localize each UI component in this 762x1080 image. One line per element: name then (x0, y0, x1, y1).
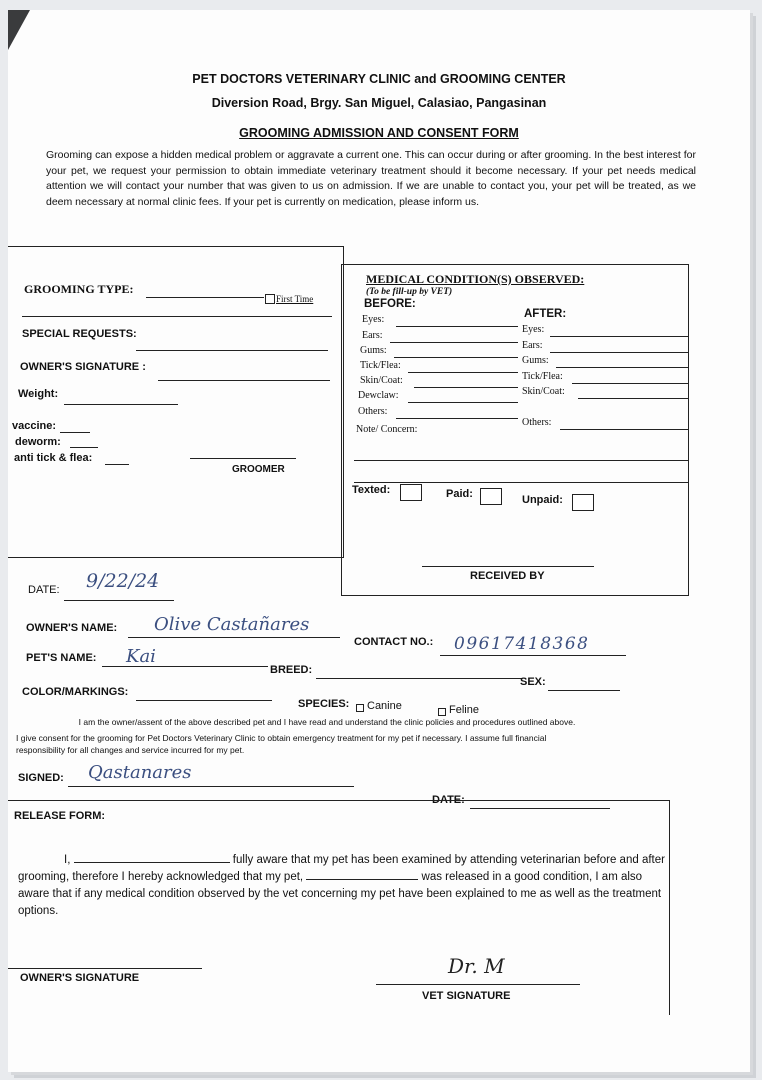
vaccine-field[interactable] (60, 432, 90, 433)
before-item: Others: (358, 406, 388, 417)
grooming-type-label: GROOMING TYPE: (24, 282, 134, 296)
weight-label: Weight: (18, 388, 59, 400)
after-item: Ears: (522, 340, 543, 351)
canine-label: Canine (367, 700, 402, 712)
signed-label: SIGNED: (18, 772, 64, 784)
medical-title: MEDICAL CONDITION(S) OBSERVED: (366, 272, 585, 286)
sex-label: SEX: (520, 676, 546, 688)
special-requests-label: SPECIAL REQUESTS: (22, 328, 137, 340)
pet-name-value: Kai (126, 646, 156, 667)
paid-checkbox[interactable] (480, 488, 502, 505)
contact-no-field[interactable] (440, 655, 626, 656)
after-field[interactable] (578, 398, 688, 399)
contact-no-value: 09617418368 (454, 634, 590, 654)
release-name-field[interactable] (74, 852, 230, 863)
after-item: Gums: (522, 355, 549, 366)
after-item: Eyes: (522, 324, 545, 335)
before-field[interactable] (408, 372, 518, 373)
grooming-type-line2[interactable] (22, 316, 332, 317)
after-field[interactable] (572, 383, 688, 384)
color-markings-field[interactable] (136, 700, 272, 701)
before-field[interactable] (408, 402, 518, 403)
release-i: I, (64, 854, 71, 866)
before-item: Dewclaw: (358, 390, 399, 401)
first-time-checkbox[interactable] (265, 294, 275, 304)
unpaid-label: Unpaid: (522, 494, 563, 506)
before-item: Tick/Flea: (360, 360, 401, 371)
before-field[interactable] (394, 357, 518, 358)
after-item: Others: (522, 417, 552, 428)
contact-no-label: CONTACT NO.: (354, 636, 434, 648)
deworm-field[interactable] (70, 447, 98, 448)
consent-date-label: DATE: (432, 794, 465, 806)
date-value: 9/22/24 (86, 570, 160, 592)
pet-name-label: PET'S NAME: (26, 652, 97, 664)
note-line-2[interactable] (354, 482, 688, 483)
canine-checkbox[interactable] (356, 704, 364, 712)
clinic-name: PET DOCTORS VETERINARY CLINIC and GROOMING CENTER (192, 72, 566, 86)
feline-label: Feline (449, 704, 479, 716)
after-field[interactable] (550, 336, 688, 337)
release-text (18, 852, 670, 920)
before-item: Skin/Coat: (360, 375, 403, 386)
special-requests-field[interactable] (136, 350, 328, 351)
folded-corner (8, 10, 30, 50)
date-field[interactable] (64, 600, 174, 601)
texted-label: Texted: (352, 484, 391, 496)
release-title: RELEASE FORM: (14, 810, 106, 822)
species-label: SPECIES: (298, 698, 350, 710)
medical-subtitle: (To be fill-up by VET) (366, 287, 453, 297)
before-item: Gums: (360, 345, 387, 356)
consent-form-page (8, 10, 750, 1072)
before-item: Ears: (362, 330, 383, 341)
before-field[interactable] (396, 326, 518, 327)
received-by-label: RECEIVED BY (470, 570, 545, 582)
signed-field[interactable] (68, 786, 354, 787)
before-field[interactable] (396, 418, 518, 419)
breed-field[interactable] (316, 678, 522, 679)
release-owner-signature-label: OWNER'S SIGNATURE (20, 972, 140, 984)
before-item: Eyes: (362, 314, 385, 325)
unpaid-checkbox[interactable] (572, 494, 594, 511)
owners-signature-label: OWNER'S SIGNATURE : (20, 361, 146, 373)
after-heading: AFTER: (524, 308, 567, 320)
breed-label: BREED: (270, 664, 313, 676)
deworm-label: deworm: (15, 436, 61, 448)
after-field[interactable] (550, 352, 688, 353)
texted-checkbox[interactable] (400, 484, 422, 501)
clinic-address: Diversion Road, Brgy. San Miguel, Calasiao, Pangasinan (211, 96, 547, 110)
color-markings-label: COLOR/MARKINGS: (22, 686, 129, 698)
owner-name-field[interactable] (128, 637, 340, 638)
vaccine-label: vaccine: (12, 420, 57, 432)
consent-line-1: I am the owner/assent of the above described pet and I have read and understand the clinic policies and procedures outlined above. (78, 717, 576, 727)
release-text-1: fully aware that my pet has been examined by attending veterinarian before and after grooming, therefore I hereby acknowledged that my pet, (18, 854, 665, 883)
release-pet-field[interactable] (306, 869, 418, 880)
before-field[interactable] (390, 342, 518, 343)
grooming-type-field[interactable] (146, 297, 264, 298)
after-field[interactable] (556, 367, 688, 368)
weight-field[interactable] (64, 404, 178, 405)
anti-tick-flea-label: anti tick & flea: (14, 452, 93, 464)
owners-signature-field[interactable] (158, 380, 330, 381)
after-field[interactable] (560, 429, 688, 430)
vet-signature-label: VET SIGNATURE (422, 990, 511, 1002)
first-time-label: First Time (276, 294, 314, 304)
note-line-1[interactable] (354, 460, 688, 461)
feline-checkbox[interactable] (438, 708, 446, 716)
vet-signature-mark: Dr. M (448, 954, 505, 978)
form-title: GROOMING ADMISSION AND CONSENT FORM (239, 126, 519, 140)
after-item: Skin/Coat: (522, 386, 565, 397)
received-by-field[interactable] (422, 566, 594, 567)
before-heading: BEFORE: (364, 298, 416, 310)
owner-name-value: Olive Castañares (154, 614, 310, 635)
date-label: DATE: (28, 584, 60, 596)
paid-label: Paid: (446, 488, 473, 500)
release-owner-signature-field[interactable] (8, 968, 202, 969)
release-text-2: was released in a good condition, I am also aware that if any medical condition observed by the vet concerning my pet have been explained to me as well as the treatment options. (18, 871, 662, 917)
consent-line-2: I give consent for the grooming for Pet Doctors Veterinary Clinic to obtain emergency treatment for my pet if necessary. I assume full financial (16, 733, 547, 743)
signed-signature: Qastanares (88, 762, 192, 783)
groomer-signature-field[interactable] (190, 458, 296, 459)
before-field[interactable] (414, 387, 518, 388)
sex-field[interactable] (548, 690, 620, 691)
after-item: Tick/Flea: (522, 371, 563, 382)
owner-name-label: OWNER'S NAME: (26, 622, 118, 634)
intro-paragraph: Grooming can expose a hidden medical problem or aggravate a current one. This can occur during or after grooming. In the best interest for your pet, we request your permission to obtain immediate veterinary treatment should it become necessary. If your pet needs medical attention we will contact your number that was given to us on admission. If we are unable to contact you, your pet will be treated, as we deem necessary at normal clinic fees. If your pet is currently on medication, please inform us. (46, 149, 696, 208)
vet-signature-field[interactable] (376, 984, 580, 985)
consent-line-3: responsibility for all changes and service incurred for my pet. (16, 745, 245, 755)
note-concern-label: Note/ Concern: (356, 424, 418, 435)
groomer-label: GROOMER (232, 464, 285, 475)
anti-tick-flea-field[interactable] (105, 464, 129, 465)
